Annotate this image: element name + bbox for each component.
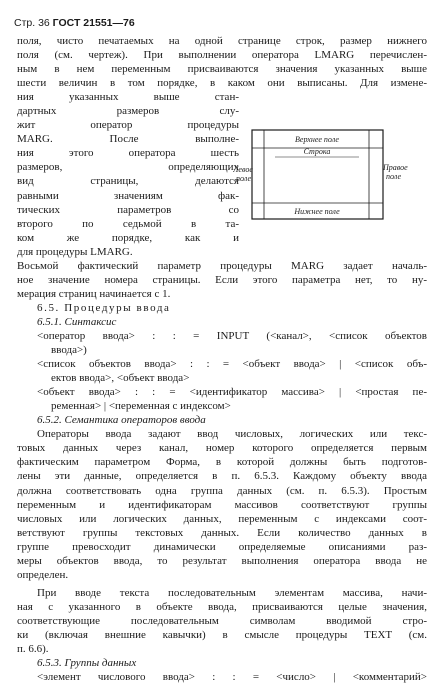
text-line: поля, чисто печатаемых на одной странице строк, размер нижнего	[17, 35, 427, 47]
syntax-line: ектов ввода>, <объект ввода>	[51, 372, 190, 385]
right-margin-label-2: поле	[386, 172, 402, 181]
text-line: ки (включая внешние кавычки) в смысле процедуры TEXT (см.	[17, 628, 427, 641]
text-line: шести величин в том порядке, в каком они выписаны. Для измене-	[17, 77, 427, 90]
text-line: определен.	[17, 568, 69, 581]
subsection-heading: 6.5.2. Семантика операторов ввода	[37, 414, 206, 427]
right-margin-label-1: Правое	[383, 163, 408, 172]
syntax-line: <оператор ввода> : : = INPUT (<канал>, <список объектов	[37, 329, 427, 342]
text-line: лены эти данные, определяется в п. 6.5.3. Каждому объекту ввода	[17, 470, 427, 483]
page-header	[14, 17, 135, 29]
text-line: равными значениям фак-	[17, 189, 239, 202]
line-label: Строка	[303, 147, 331, 156]
text-line: ное значение номера страницы. Если этого параметра нет, то ну-	[17, 273, 427, 286]
text-line: второго по седьмой в та-	[17, 217, 239, 230]
text-line: ком же порядке, как и	[17, 231, 239, 244]
text-line: жит оператор процедуры	[17, 119, 239, 132]
left-margin-label-1: Левое	[233, 165, 253, 174]
text-line: вид страницы, делаются	[17, 175, 239, 188]
text-line: соответствующие последовательным символам вводимой стро-	[17, 614, 427, 627]
text-line: фактическим параметром Форма, в которой должны быть подготов-	[17, 456, 427, 469]
left-margin-label-2: поле	[236, 174, 252, 183]
text-line: ная с указанного в объекте ввода, присваиваются целые значения,	[17, 600, 427, 613]
standard-code: ГОСТ 21551—76	[52, 17, 135, 29]
page-number: Стр. 36	[14, 17, 50, 29]
text-line: п. 6.6).	[17, 643, 49, 656]
text-line: дартных размеров слу-	[17, 105, 239, 118]
syntax-line: ввода>)	[51, 344, 87, 357]
text-line: для процедуры LMARG.	[17, 245, 133, 258]
bottom-margin-label: Нижнее поле	[294, 207, 340, 216]
text-line: мерация страниц начинается с 1.	[17, 287, 171, 300]
syntax-line: <список объектов ввода> : : = <объект ввода> | <список объ-	[37, 358, 427, 371]
subsection-heading: 6.5.3. Группы данных	[37, 657, 137, 670]
text-line: ния этого оператора шесть	[17, 147, 239, 160]
text-line: ветствуют группы текстовых данных. Если количество данных в	[17, 526, 427, 539]
text-line: Операторы ввода задают ввод числовых, логических или текс-	[37, 428, 427, 441]
text-line: меры объектов ввода, то результат выполнения оператора ввода не	[17, 554, 427, 567]
section-heading: 6.5. Процедуры ввода	[37, 301, 171, 314]
body-text	[17, 34, 427, 684]
text-line: MARG. После выполне-	[17, 133, 239, 146]
text-line: ным в нем переменным присваиваются значения указанных выше	[17, 63, 427, 76]
syntax-line: <элемент числового ввода> : : = <число> | <комментарий>	[37, 671, 427, 684]
text-line: Восьмой фактический параметр процедуры MARG задает началь-	[17, 259, 427, 272]
text-line: При вводе текста последовательным элементам массива, начи-	[37, 586, 427, 599]
text-line: тических параметров со	[17, 203, 239, 216]
text-line: переменным и идентификаторам массивов соответствуют группы	[17, 498, 427, 511]
subsection-heading: 6.5.1. Синтаксис	[37, 315, 117, 328]
text-line: должна соответствовать одна группа данных (см. п. 6.5.3). Простым	[17, 484, 427, 497]
syntax-line: <объект ввода> : : = <идентификатор массива> | <простая пе-	[37, 386, 427, 399]
text-line: поля (см. чертеж). При выполнении оператора LMARG перечислен-	[17, 49, 427, 62]
text-line: ния указанных выше стан-	[17, 91, 239, 104]
text-line: размеров, определяющих	[17, 161, 239, 174]
text-line: группе превосходит динамически определяемые описаниями раз-	[17, 540, 427, 553]
text-line: числовых или логических данных, переменным с индексами соот-	[17, 512, 427, 525]
syntax-line: ременная> | <переменная с индексом>	[51, 400, 231, 413]
top-margin-label: Верхнее поле	[295, 135, 339, 144]
text-line: товых данных через канал, номер которого определяется первым	[17, 442, 427, 455]
